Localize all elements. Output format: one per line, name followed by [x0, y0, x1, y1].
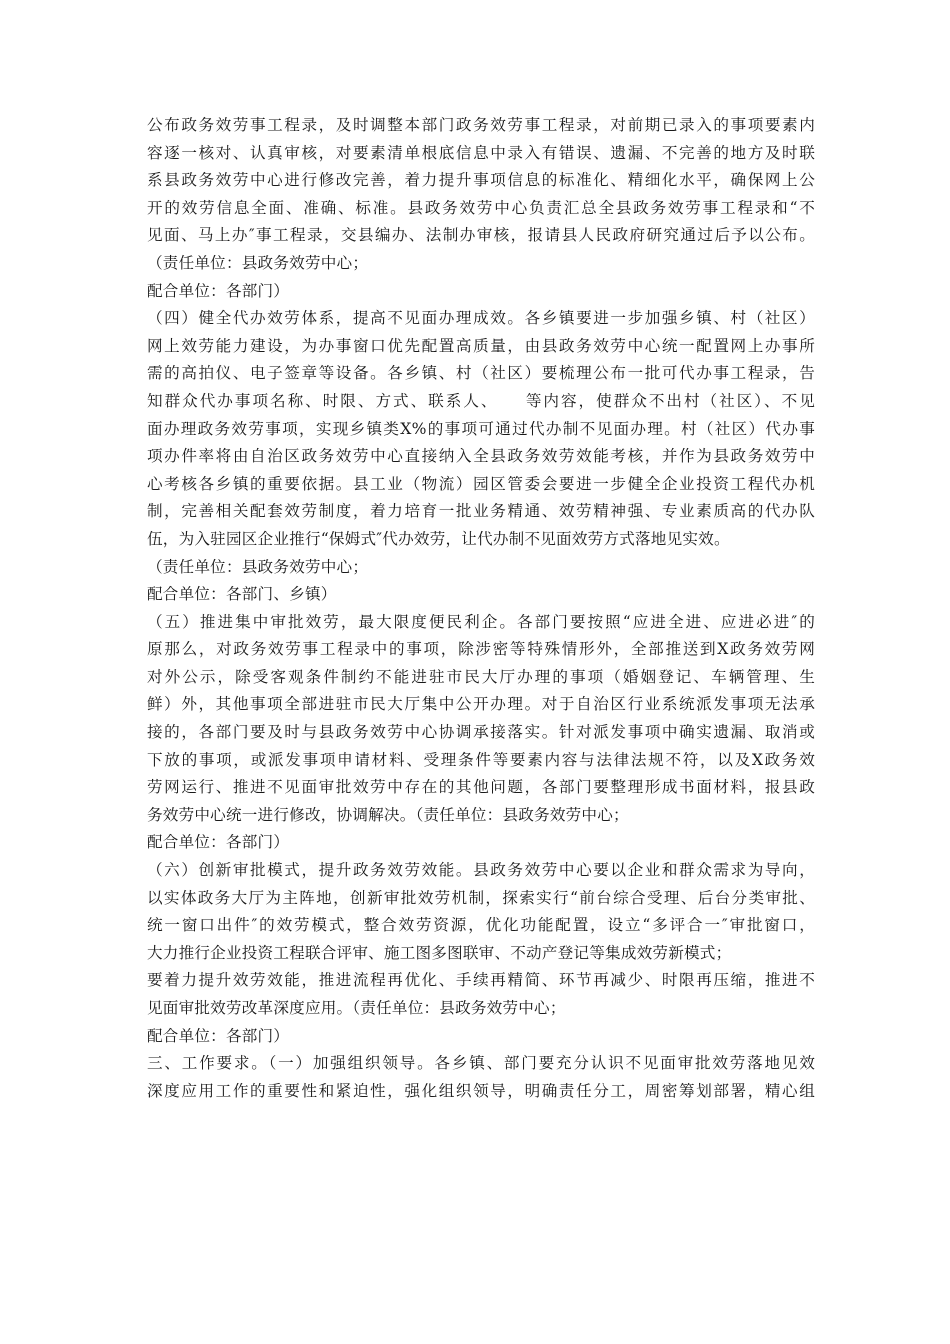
text-line: 见面审批效劳改革深度应用。（责任单位：县政务效劳中心； [147, 999, 566, 1017]
text-line: （四）健全代办效劳体系，提高不见面办理成效。各乡镇要进一步加强乡镇、村（社区） [147, 309, 815, 328]
text-line: 网上效劳能力建设，为办事窗口优先配置高质量，由县政务效劳中心统一配置网上办事所 [147, 336, 815, 355]
text-line: 配合单位：各部门） [147, 281, 290, 300]
text-line: 伍，为入驻园区企业推行“保姆式″代办效劳，让代办制不见面效劳方式落地见实效。 [147, 529, 730, 548]
text-line: 对外公示，除受客观条件制约不能进驻市民大厅办理的事项（婚姻登记、车辆管理、生 [147, 667, 815, 686]
text-line: 需的高拍仪、电子签章等设备。各乡镇、村（社区）要梳理公布一批可代办事工程录，告 [147, 364, 815, 383]
text-line: （五）推进集中审批效劳，最大限度便民利企。各部门要按照“应进全进、应进必进″的 [147, 612, 815, 631]
text-line: 鲜）外，其他事项全部进驻市民大厅集中公开办理。对于自治区行业系统派发事项无法承 [147, 695, 815, 714]
text-line: 公布政务效劳事工程录，及时调整本部门政务效劳事工程录，对前期已录入的事项要素内 [147, 116, 815, 134]
text-line: 务效劳中心统一进行修改，协调解决。（责任单位：县政务效劳中心； [147, 805, 629, 824]
text-line: 统一窗口出件″的效劳模式，整合效劳资源，优化功能配置，设立“多评合一″审批窗口， [147, 916, 815, 935]
text-line: 容逐一核对、认真审核，对要素清单根底信息中录入有错误、遗漏、不完善的地方及时联 [147, 143, 815, 162]
text-line: 系县政务效劳中心进行修改完善，着力提升事项信息的标准化、精细化水平，确保网上公 [147, 171, 815, 190]
text-line: 项办件率将由自治区政务效劳中心直接纳入全县政务效劳效能考核，并作为县政务效劳中 [147, 447, 815, 466]
text-line: 下放的事项，或派发事项申请材料、受理条件等要素内容与法律法规不符，以及X政务效 [147, 750, 815, 769]
text-line: 深度应用工作的重要性和紧迫性，强化组织领导，明确责任分工，周密筹划部署，精心组 [147, 1081, 815, 1100]
text-line: 原那么，对政务效劳事工程录中的事项，除涉密等特殊情形外，全部推送到X政务效劳网 [147, 640, 815, 659]
text-line: 面办理政务效劳事项，实现乡镇类X%的事项可通过代办制不见面办理。村（社区）代办事 [147, 419, 815, 438]
text-line: 知群众代办事项名称、时限、方式、联系人、 等内容，使群众不出村（社区）、不见 [147, 391, 815, 410]
text-line: 制，完善相关配套效劳制度，着力培育一批业务精通、效劳精神强、专业素质高的代办队 [147, 502, 815, 521]
text-line: 心考核各乡镇的重要依据。县工业（物流）园区管委会要进一步健全企业投资工程代办机 [147, 474, 815, 493]
text-line: 大力推行企业投资工程联合评审、施工图多图联审、不动产登记等集成效劳新模式； [147, 943, 732, 962]
text-line: 开的效劳信息全面、准确、标准。县政务效劳中心负责汇总全县政务效劳事工程录和“不 [147, 198, 815, 217]
text-line: 以实体政务大厅为主阵地，创新审批效劳机制，探索实行“前台综合受理、后台分类审批、 [147, 888, 815, 907]
document-body [147, 112, 815, 1105]
text-line: 三、工作要求。（一）加强组织领导。各乡镇、部门要充分认识不见面审批效劳落地见效 [147, 1054, 815, 1073]
text-line: （责任单位：县政务效劳中心； [147, 557, 369, 576]
text-line: 劳网运行、推进不见面审批效劳中存在的其他问题，各部门要整理形成书面材料，报县政 [147, 778, 815, 797]
text-line: 配合单位：各部门） [147, 833, 290, 852]
text-line: 要着力提升效劳效能，推进流程再优化、手续再精简、环节再减少、时限再压缩，推进不 [147, 971, 815, 990]
text-line: （六）创新审批模式，提升政务效劳效能。县政务效劳中心要以企业和群众需求为导向， [147, 861, 815, 880]
text-line: 接的，各部门要及时与县政务效劳中心协调承接落实。针对派发事项中确实遗漏、取消或 [147, 723, 815, 742]
text-line: 配合单位：各部门、乡镇） [147, 585, 337, 604]
text-line: 见面、马上办″事工程录，交县编办、法制办审核，报请县人民政府研究通过后予以公布。 [147, 226, 815, 245]
text-line: （责任单位：县政务效劳中心； [147, 253, 369, 272]
text-line: 配合单位：各部门） [147, 1026, 290, 1045]
